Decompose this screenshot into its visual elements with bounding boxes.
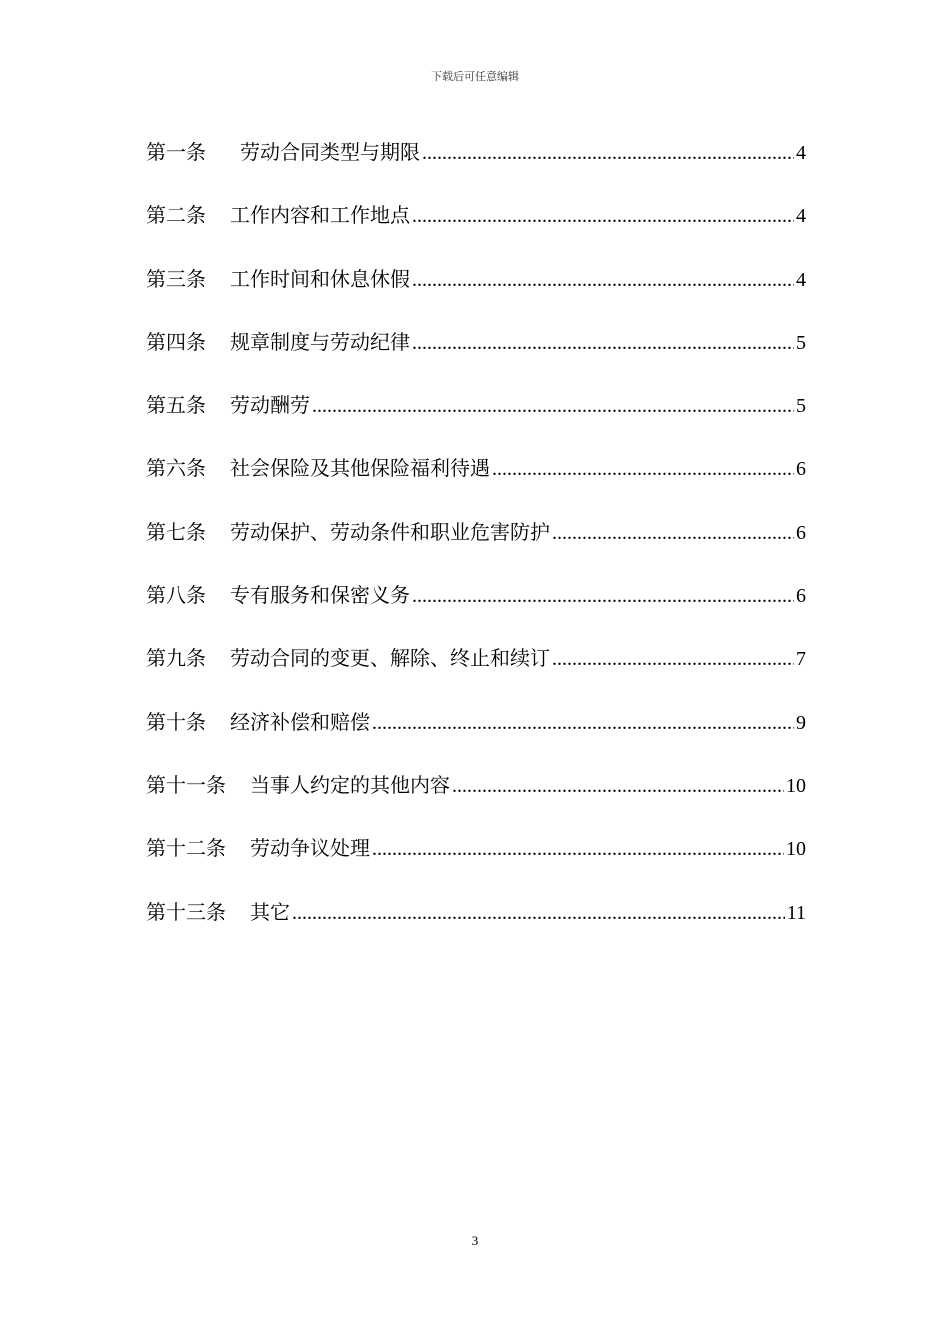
toc-entry-page: 4 bbox=[796, 205, 806, 228]
toc-entry-title: 社会保险及其他保险福利待遇 bbox=[230, 456, 490, 481]
page-header: 下载后可任意编辑 bbox=[431, 70, 519, 83]
toc-entry[interactable] bbox=[146, 326, 806, 389]
toc-entry-title: 劳动争议处理 bbox=[250, 836, 370, 861]
toc-dot-leader bbox=[372, 833, 784, 865]
toc-entry[interactable] bbox=[146, 136, 806, 199]
toc-entry-title: 工作内容和工作地点 bbox=[230, 203, 410, 228]
toc-entry[interactable] bbox=[146, 516, 806, 579]
toc-entry-page: 9 bbox=[796, 711, 806, 734]
toc-entry-title: 劳动酬劳 bbox=[230, 393, 310, 418]
toc-entry-number: 第二条 bbox=[146, 203, 206, 228]
toc-entry-number: 第四条 bbox=[146, 329, 206, 354]
toc-dot-leader bbox=[452, 770, 784, 802]
toc-entry[interactable] bbox=[146, 832, 806, 895]
toc-entry[interactable] bbox=[146, 706, 806, 769]
toc-entry[interactable] bbox=[146, 642, 806, 705]
toc-entry-page: 7 bbox=[796, 648, 806, 671]
toc-entry-number: 第十一条 bbox=[146, 772, 226, 797]
toc-dot-leader bbox=[412, 200, 794, 232]
toc-entry[interactable] bbox=[146, 769, 806, 832]
toc-entry-number: 第三条 bbox=[146, 266, 206, 291]
toc-entry-page: 6 bbox=[796, 585, 806, 608]
toc-entry-title: 劳动合同类型与期限 bbox=[240, 140, 420, 164]
toc-entry-title: 劳动合同的变更、解除、终止和续订 bbox=[230, 646, 550, 671]
toc-entry[interactable] bbox=[146, 896, 806, 959]
toc-entry-title: 工作时间和休息休假 bbox=[230, 266, 410, 291]
toc-entry-page: 6 bbox=[796, 458, 806, 481]
toc-entry-page: 10 bbox=[786, 838, 806, 861]
toc-entry-page: 4 bbox=[796, 268, 806, 291]
toc-entry-title: 当事人约定的其他内容 bbox=[250, 772, 450, 797]
toc-entry-title: 经济补偿和赔偿 bbox=[230, 709, 370, 734]
table-of-contents bbox=[146, 136, 806, 959]
toc-entry-number: 第六条 bbox=[146, 456, 206, 481]
toc-dot-leader bbox=[552, 517, 794, 549]
toc-dot-leader bbox=[292, 897, 785, 929]
toc-dot-leader bbox=[312, 390, 794, 422]
toc-entry-number: 第十三条 bbox=[146, 899, 226, 924]
toc-entry-number: 第一条 bbox=[146, 140, 206, 164]
toc-dot-leader bbox=[412, 327, 794, 359]
toc-entry-title: 规章制度与劳动纪律 bbox=[230, 329, 410, 354]
toc-entry-number: 第七条 bbox=[146, 519, 206, 544]
toc-entry[interactable] bbox=[146, 452, 806, 515]
toc-entry[interactable] bbox=[146, 199, 806, 262]
toc-dot-leader bbox=[552, 643, 794, 675]
page-number: 3 bbox=[471, 1233, 479, 1248]
toc-entry-title: 专有服务和保密义务 bbox=[230, 583, 410, 608]
toc-entry-page: 5 bbox=[796, 395, 806, 418]
toc-entry[interactable] bbox=[146, 579, 806, 642]
toc-entry-number: 第十条 bbox=[146, 709, 206, 734]
toc-dot-leader bbox=[492, 453, 794, 485]
toc-dot-leader bbox=[412, 264, 794, 296]
toc-dot-leader bbox=[422, 137, 794, 169]
toc-entry[interactable] bbox=[146, 263, 806, 326]
toc-dot-leader bbox=[372, 707, 794, 739]
toc-entry-number: 第十二条 bbox=[146, 836, 226, 861]
toc-entry-title: 劳动保护、劳动条件和职业危害防护 bbox=[230, 519, 550, 544]
toc-entry-number: 第八条 bbox=[146, 583, 206, 608]
toc-entry-number: 第五条 bbox=[146, 393, 206, 418]
toc-entry-page: 5 bbox=[796, 331, 806, 354]
toc-entry-page: 11 bbox=[786, 901, 806, 924]
toc-entry[interactable] bbox=[146, 389, 806, 452]
toc-entry-title: 其它 bbox=[250, 899, 290, 924]
toc-dot-leader bbox=[412, 580, 794, 612]
toc-entry-page: 4 bbox=[796, 142, 806, 164]
toc-entry-number: 第九条 bbox=[146, 646, 206, 671]
toc-entry-page: 6 bbox=[796, 521, 806, 544]
toc-entry-page: 10 bbox=[786, 774, 806, 797]
